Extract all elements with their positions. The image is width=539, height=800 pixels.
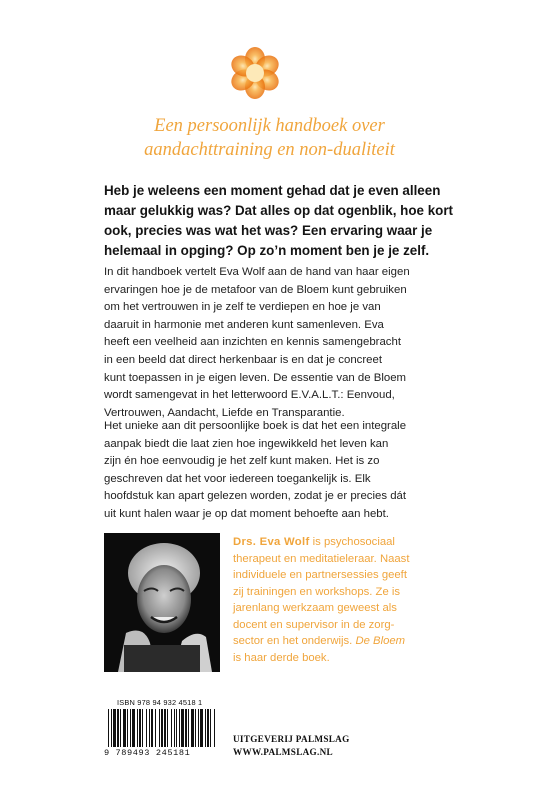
bio-line: is haar derde boek. <box>233 651 330 664</box>
body-paragraph-1 <box>104 264 524 422</box>
paragraph-line: geschreven dat het voor iedereen toegankelijk is. Elk <box>104 472 371 485</box>
paragraph-line: uit kunt halen waar je op dat moment behoefte aan hebt. <box>104 507 389 520</box>
intro-line: maar gelukkig was? Dat alles op dat ogenblik, hoe kort <box>104 203 453 218</box>
body-paragraph-2 <box>104 418 524 524</box>
isbn-label: ISBN 978 94 932 4518 1 <box>117 698 203 707</box>
paragraph-line: zijn én hoe eenvoudig je het zelf kunt maken. Het is zo <box>104 455 380 468</box>
book-title: De Bloem <box>355 635 406 647</box>
paragraph-line: kunt toepassen in je eigen leven. De essentie van de Bloem <box>104 371 407 384</box>
intro-line: Heb je weleens een moment gehad dat je even alleen <box>104 183 441 198</box>
paragraph-line: Het unieke aan dit persoonlijke boek is dat het een integrale <box>104 420 407 432</box>
publisher-name: UITGEVERIJ PALMSLAG <box>233 734 350 744</box>
intro-line: ook, precies was wat het was? Een ervaring waar je <box>104 223 433 238</box>
bio-line: therapeut en meditatieleraar. Naast <box>233 552 410 565</box>
tagline-line-1: Een persoonlijk handboek over <box>154 116 385 136</box>
flower-logo-icon <box>229 47 281 99</box>
paragraph-line: in een beeld dat direct herkenbaar is en dat je concreet <box>104 353 382 366</box>
paragraph-line: wordt samengevat in het letterwoord E.V.A.L.T.: Eenvoud, <box>104 389 395 402</box>
publisher-url: WWW.PALMSLAG.NL <box>233 746 333 757</box>
author-name: Drs. Eva Wolf <box>233 536 310 548</box>
paragraph-line: In dit handboek vertelt Eva Wolf aan de hand van haar eigen <box>104 266 410 278</box>
isbn-digits: 9 789493 245181 <box>104 748 191 758</box>
bio-line: docent en supervisor in de zorg- <box>233 618 395 631</box>
tagline <box>0 114 539 162</box>
author-photo <box>104 533 220 672</box>
paragraph-line: Vertrouwen, Aandacht, Liefde en Transparantie. <box>104 406 345 419</box>
bio-line: zij trainingen en workshops. Ze is <box>233 585 401 598</box>
bio-text: is psychosociaal <box>309 536 395 548</box>
author-portrait-icon <box>104 533 220 672</box>
bio-text: sector en het onderwijs. <box>233 635 353 647</box>
paragraph-line: aanpak biedt die laat zien hoe ingewikkeld het leven kan <box>104 437 389 450</box>
paragraph-line: heeft een veelheid aan inzichten en kennis samengebracht <box>104 336 401 349</box>
intro-line: helemaal in opging? Op zo’n moment ben je je zelf. <box>104 243 430 258</box>
paragraph-line: ervaringen hoe je de metafoor van de Bloem kunt gebruiken <box>104 283 407 296</box>
intro-paragraph <box>104 181 524 261</box>
publisher-block <box>233 733 350 758</box>
paragraph-line: daaruit in harmonie met anderen kunt samenleven. Eva <box>104 318 384 331</box>
barcode-icon <box>108 709 218 749</box>
tagline-line-2: aandachttraining en non-dualiteit <box>144 140 395 160</box>
author-bio <box>233 534 523 666</box>
bio-line: individuele en partnersessies geeft <box>233 569 407 581</box>
paragraph-line: hoofdstuk kan apart gelezen worden, zodat je er precies dát <box>104 490 407 503</box>
paragraph-line: om het vertrouwen in je zelf te verdiepen en hoe je van <box>104 301 381 314</box>
barcode <box>104 698 221 760</box>
bio-line: jarenlang werkzaam geweest als <box>233 602 397 614</box>
